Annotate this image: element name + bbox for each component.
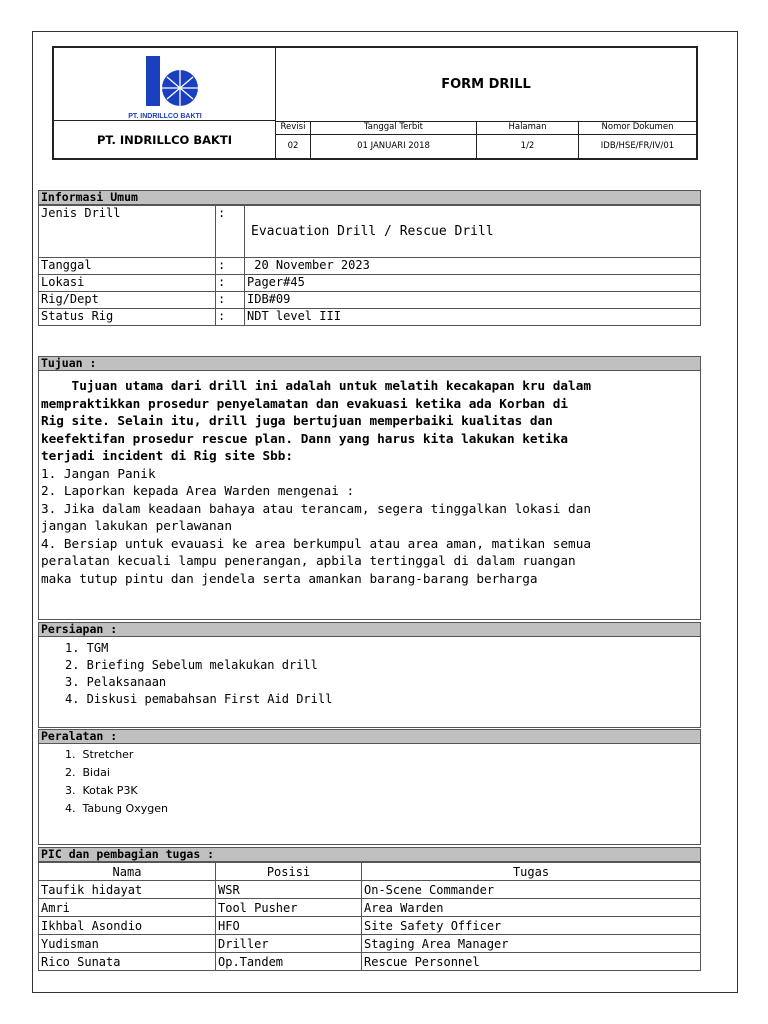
tujuan-line: keefektifan prosedur rescue plan. Dann yang harus kita lakukan ketika — [41, 430, 569, 446]
table-cell: Amri — [39, 899, 216, 917]
tujuan-text — [39, 371, 700, 587]
info-separator: : — [216, 292, 245, 309]
info-separator: : — [216, 309, 245, 326]
tujuan-line: maka tutup pintu dan jendela serta amankan barang-barang berharga — [41, 570, 538, 586]
info-label: Tanggal — [39, 258, 216, 275]
info-value: Pager#45 — [245, 275, 701, 292]
table-cell: Site Safety Officer — [362, 917, 701, 935]
persiapan-section — [38, 622, 701, 728]
info-value: Evacuation Drill / Rescue Drill — [245, 206, 701, 258]
meta-value-tanggal-terbit: 01 JANUARI 2018 — [311, 134, 477, 158]
table-cell: Tool Pusher — [216, 899, 362, 917]
document-meta — [276, 121, 696, 158]
table-cell: Area Warden — [362, 899, 701, 917]
pic-section — [38, 847, 701, 971]
tujuan-line: 4. Bersiap untuk evauasi ke area berkumpul atau area aman, matikan semua — [41, 535, 591, 551]
list-item: 3. Pelaksanaan — [65, 675, 167, 689]
tujuan-line: mempraktikkan prosedur penyelamatan dan evakuasi ketika ada Korban di — [41, 395, 569, 411]
list-item: 2. Bidai — [65, 766, 110, 779]
persiapan-list — [39, 640, 700, 708]
table-row — [39, 881, 701, 899]
info-label: Rig/Dept — [39, 292, 216, 309]
column-header: Nama — [39, 863, 216, 881]
table-row — [39, 899, 701, 917]
table-cell: WSR — [216, 881, 362, 899]
meta-value-revisi: 02 — [276, 134, 311, 158]
meta-label-halaman: Halaman — [477, 121, 579, 134]
table-cell: Staging Area Manager — [362, 935, 701, 953]
section-header: PIC dan pembagian tugas : — [38, 847, 701, 862]
info-row — [39, 206, 701, 258]
list-item: 2. Briefing Sebelum melakukan drill — [65, 658, 318, 672]
form-title: FORM DRILL — [276, 48, 696, 122]
table-cell: Rescue Personnel — [362, 953, 701, 971]
info-section — [38, 190, 701, 326]
column-header: Tugas — [362, 863, 701, 881]
table-cell: HFO — [216, 917, 362, 935]
logo-text: PT. INDRILLCO BAKTI — [128, 113, 202, 120]
table-cell: Driller — [216, 935, 362, 953]
tujuan-line: 2. Laporkan kepada Area Warden mengenai : — [41, 483, 355, 498]
meta-value-halaman: 1/2 — [477, 134, 579, 158]
table-header-row — [39, 863, 701, 881]
section-header: Tujuan : — [38, 356, 701, 371]
list-item: 4. Diskusi pemabahsan First Aid Drill — [65, 692, 333, 706]
info-value: 20 November 2023 — [245, 258, 701, 275]
table-cell: On-Scene Commander — [362, 881, 701, 899]
info-label: Jenis Drill — [39, 206, 216, 258]
list-item: 3. Kotak P3K — [65, 784, 138, 797]
list-item: 1. Stretcher — [65, 748, 134, 761]
company-name: PT. INDRILLCO BAKTI — [54, 121, 276, 158]
meta-label-tanggal-terbit: Tanggal Terbit — [311, 121, 477, 134]
info-value: IDB#09 — [245, 292, 701, 309]
table-row — [39, 917, 701, 935]
table-cell: Taufik hidayat — [39, 881, 216, 899]
list-item: 4. Tabung Oxygen — [65, 802, 168, 815]
info-value: NDT level III — [245, 309, 701, 326]
tujuan-line: jangan lakukan perlawanan — [41, 518, 232, 533]
section-header: Persiapan : — [38, 622, 701, 637]
tujuan-line: 1. Jangan Panik — [41, 465, 156, 481]
info-table — [38, 205, 701, 326]
list-item: 1. TGM — [65, 641, 109, 655]
info-row — [39, 258, 701, 275]
pic-table — [38, 862, 701, 971]
tujuan-line: Tujuan utama dari drill ini adalah untuk melatih kecakapan kru dalam — [41, 378, 591, 393]
column-header: Posisi — [216, 863, 362, 881]
section-header: Peralatan : — [38, 729, 701, 744]
info-separator: : — [216, 258, 245, 275]
table-cell: Yudisman — [39, 935, 216, 953]
persiapan-body — [38, 637, 701, 728]
table-cell: Ikhbal Asondio — [39, 917, 216, 935]
table-cell: Rico Sunata — [39, 953, 216, 971]
document-header — [52, 46, 698, 160]
info-separator: : — [216, 206, 245, 258]
table-row — [39, 953, 701, 971]
tujuan-line: 3. Jika dalam keadaan bahaya atau terancam, segera tinggalkan lokasi dan — [41, 500, 591, 516]
tujuan-line: terjadi incident di Rig site Sbb: — [41, 448, 294, 463]
info-label: Lokasi — [39, 275, 216, 292]
meta-value-nomor-dokumen: IDB/HSE/FR/IV/01 — [579, 134, 697, 158]
logo-cell — [54, 48, 276, 121]
peralatan-body — [38, 744, 701, 845]
tujuan-line: peralatan kecuali lampu penerangan, apbila tertinggal di dalam ruangan — [41, 553, 576, 568]
info-row — [39, 292, 701, 309]
info-row — [39, 309, 701, 326]
peralatan-section — [38, 729, 701, 845]
tujuan-section — [38, 356, 701, 620]
tujuan-line: Rig site. Selain itu, drill juga bertujuan memperbaiki kualitas dan — [41, 413, 553, 428]
meta-label-nomor-dokumen: Nomor Dokumen — [579, 121, 697, 134]
meta-label-revisi: Revisi — [276, 121, 311, 134]
company-logo-icon — [54, 48, 274, 120]
info-separator: : — [216, 275, 245, 292]
tujuan-body — [38, 371, 701, 620]
table-row — [39, 935, 701, 953]
info-label: Status Rig — [39, 309, 216, 326]
section-header: Informasi Umum — [38, 190, 701, 205]
info-row — [39, 275, 701, 292]
table-cell: Op.Tandem — [216, 953, 362, 971]
peralatan-list — [39, 746, 700, 818]
